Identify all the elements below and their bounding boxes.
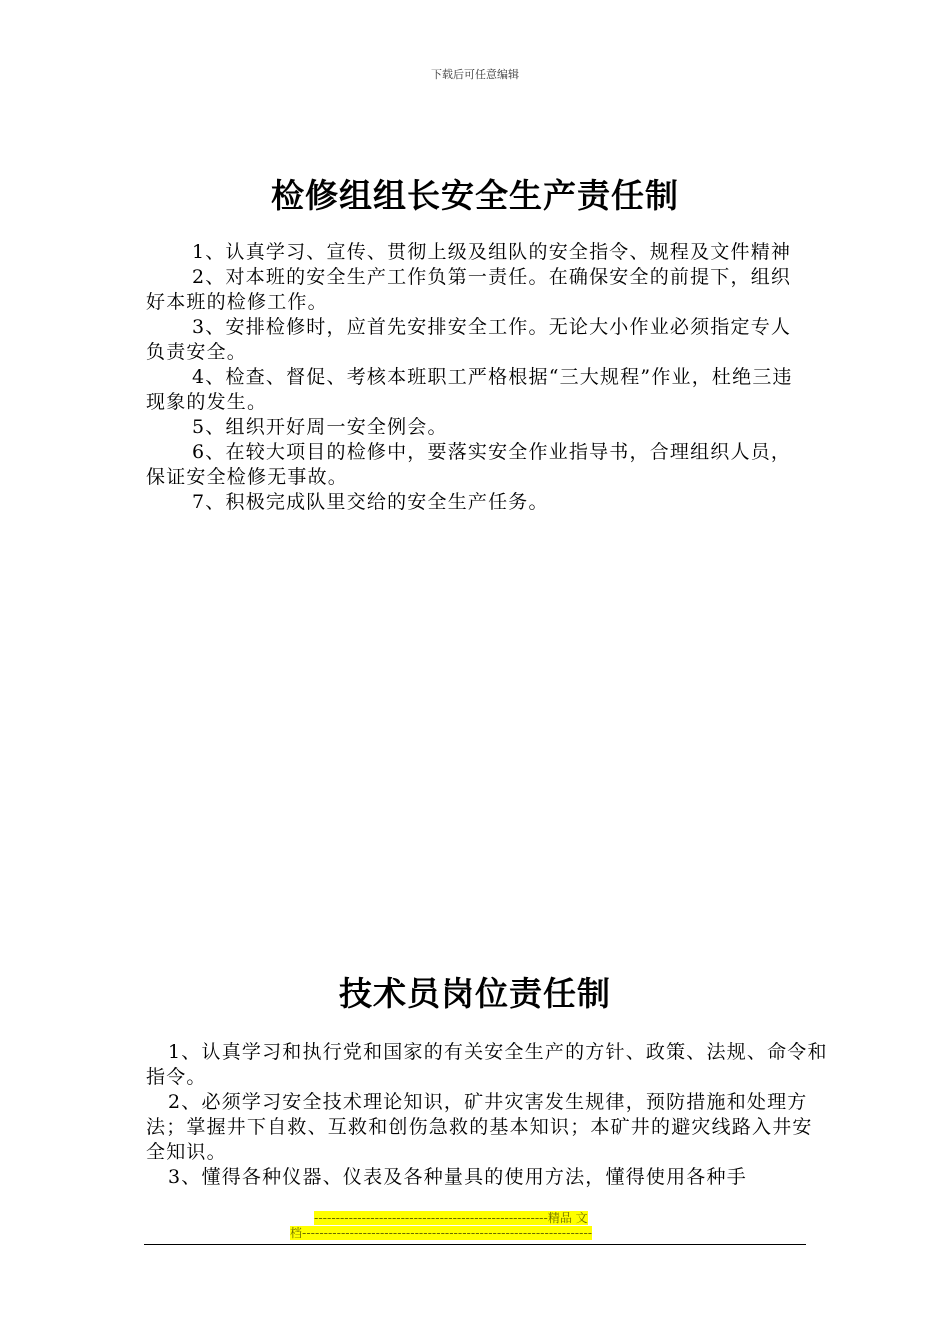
footer-line-2: 档------------------------------------------------------------------- xyxy=(290,1226,593,1240)
list-item: 2、对本班的安全生产工作负第一责任。在确保安全的前提下，组织好本班的检修工作。 xyxy=(146,266,792,313)
list-item: 3、懂得各种仪器、仪表及各种量具的使用方法，懂得使用各种手 xyxy=(168,1166,747,1188)
list-item: 4、检查、督促、考核本班职工严格根据“三大规程”作业，杜绝三违现象的发生。 xyxy=(146,366,793,413)
section-body-technician xyxy=(146,1040,832,1190)
section-title-foreman: 检修组组长安全生产责任制 xyxy=(271,176,679,215)
list-item: 3、安排检修时，应首先安排安全工作。无论大小作业必须指定专人负责安全。 xyxy=(146,316,792,363)
footer-divider xyxy=(144,1244,806,1245)
footer-line-1: ------------------------------------------------------精品 文 xyxy=(314,1211,588,1225)
list-item: 1、认真学习和执行党和国家的有关安全生产的方针、政策、法规、命令和指令。 xyxy=(146,1041,828,1088)
list-item: 5、组织开好周一安全例会。 xyxy=(192,416,448,438)
section-body-foreman xyxy=(146,240,808,515)
list-item: 1、认真学习、宣传、贯彻上级及组队的安全指令、规程及文件精神 xyxy=(192,241,792,263)
footer-banner xyxy=(290,1211,660,1241)
header-note: 下载后可任意编辑 xyxy=(431,68,519,81)
list-item: 7、积极完成队里交给的安全生产任务。 xyxy=(192,491,549,513)
section-title-technician: 技术员岗位责任制 xyxy=(339,974,611,1013)
list-item: 2、必须学习安全技术理论知识，矿井灾害发生规律，预防措施和处理方法；掌握井下自救、互救和创伤急救的基本知识；本矿井的避灾线路入井安全知识。 xyxy=(146,1091,813,1163)
list-item: 6、在较大项目的检修中，要落实安全作业指导书，合理组织人员，保证安全检修无事故。 xyxy=(146,441,792,488)
